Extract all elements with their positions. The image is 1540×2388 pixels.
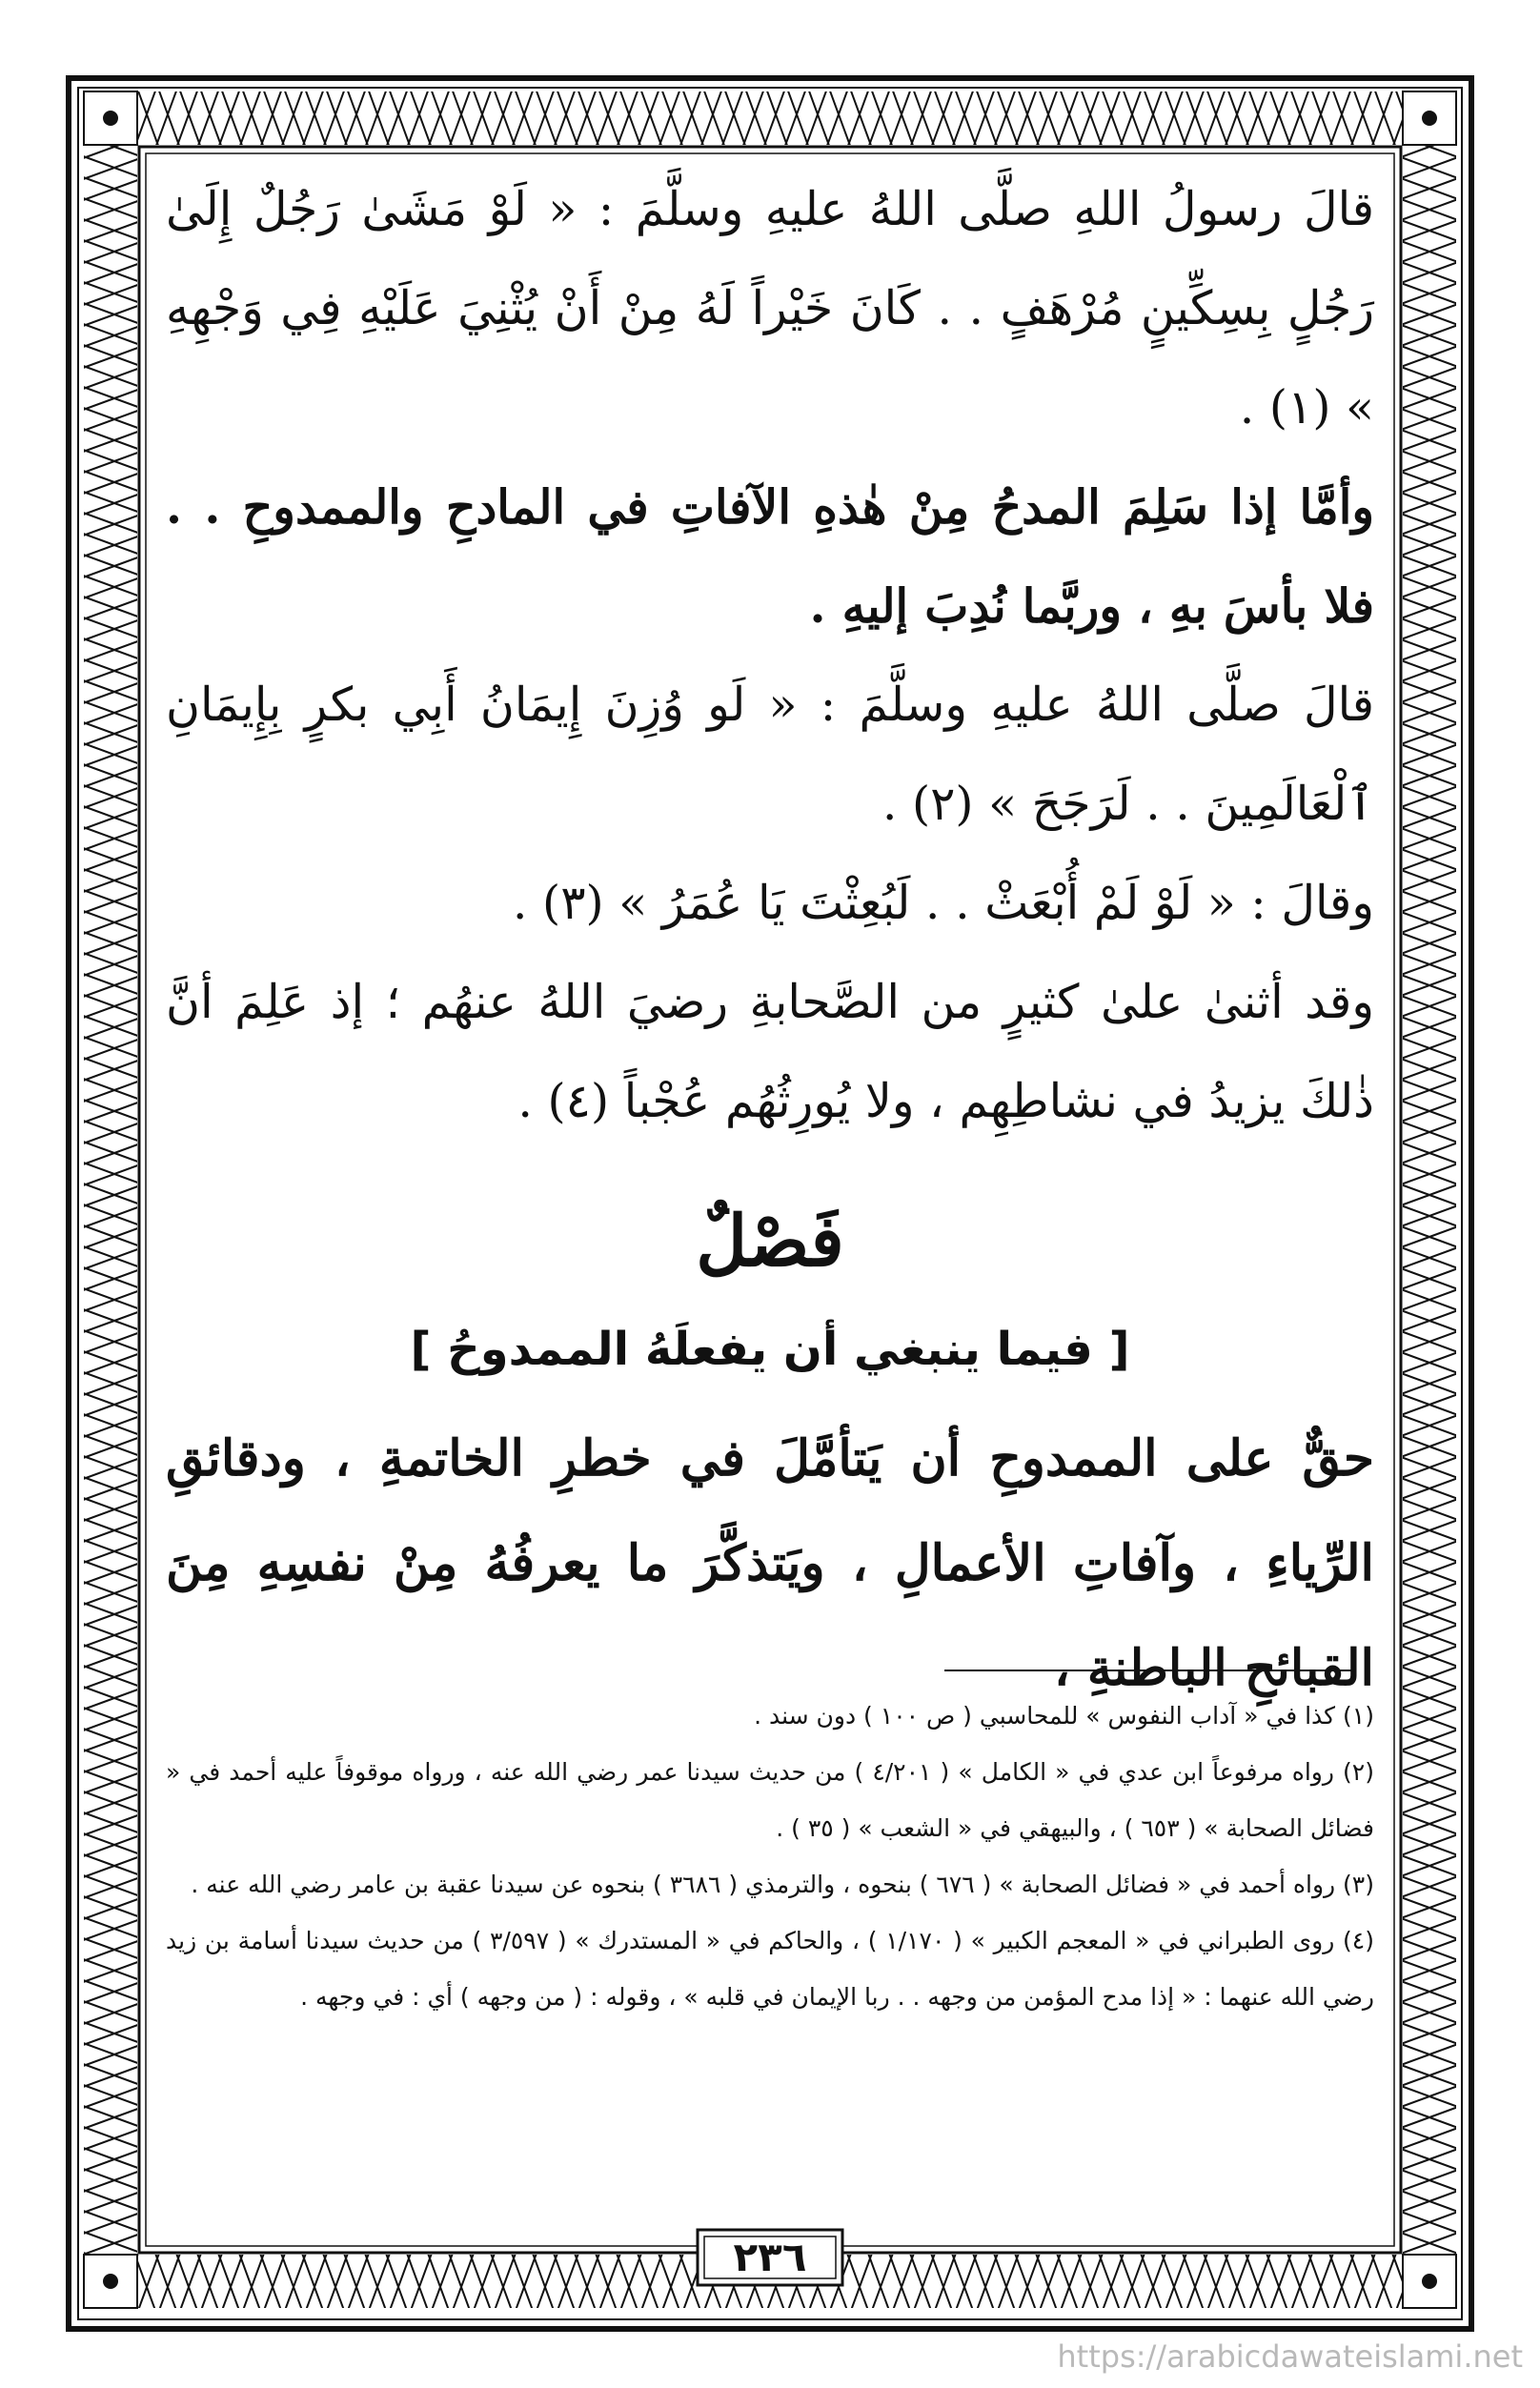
footnote-divider [944, 1670, 1354, 1671]
footnote-2: (٢) رواه مرفوعاً ابن عدي في « الكامل » ( ٤/٢٠١ ) من حديث سيدنا عمر رضي الله عنه ، ورواه موقوفاً عليه أحمد في « فضائل الصحابة » ( ٦٥٣ ) ، والبيهقي في « الشعب » ( ٣٥ ) . [166, 1758, 1374, 1842]
paragraph-hadith-3: وقالَ : « لَوْ لَمْ أُبْعَثْ . . لَبُعِثْتَ يَا عُمَرُ » (٣) . [512, 876, 1374, 930]
watermark: https://arabicdawateislami.net [1057, 2338, 1523, 2375]
section-subtitle: [ فيما ينبغي أن يفعلَهُ الممدوحُ ] [410, 1323, 1130, 1376]
footnote-4: (٤) روى الطبراني في « المعجم الكبير » ( ١/١٧٠ ) ، والحاكم في « المستدرك » ( ٣/٥٩٧ ) من حديث سيدنا أسامة بن زيد رضي الله عنهما : « إذا مدح المؤمن من وجهه . . ربا الإيمان في قلبه » ، وقوله : ( من وجهه ) أي : في وجهه . [166, 1927, 1374, 2011]
footnotes [149, 1688, 1391, 2025]
page-content [149, 147, 1391, 2248]
main-text [149, 147, 1391, 1721]
paragraph-hadith-1: قالَ رسولُ اللهِ صلَّى اللهُ عليهِ وسلَّمَ : « لَوْ مَشَىٰ رَجُلٌ إِلَىٰ رَجُلٍ بِسِكِّينٍ مُرْهَفٍ . . كَانَ خَيْراً لَهُ مِنْ أَنْ يُثْنِيَ عَلَيْهِ فِي وَجْهِهِ » (١) . [166, 182, 1374, 435]
paragraph-hadith-2: قالَ صلَّى اللهُ عليهِ وسلَّمَ : « لَو وُزِنَ إِيمَانُ أَبِي بكرٍ بِإِيمَانِ ٱلْعَالَمِينَ . . لَرَجَحَ » (٢) . [166, 678, 1374, 831]
section-heading: فَصْلٌ [696, 1201, 844, 1283]
section-text: حقٌّ على الممدوحِ أن يَتأمَّلَ في خطرِ الخاتمةِ ، ودقائقِ الرِّياءِ ، وآفاتِ الأعمالِ ، ويَتذكَّرَ ما يعرفُهُ مِنْ نفسِهِ مِنَ القبائحِ الباطنةِ ، [166, 1429, 1374, 1697]
paragraph-praise-condition: وأمَّا إذا سَلِمَ المدحُ مِنْ هٰذهِ الآفاتِ في المادحِ والممدوحِ . . فلا بأسَ بهِ ، وربَّما نُدِبَ إليهِ . [166, 479, 1374, 634]
paragraph-companions: وقد أثنىٰ علىٰ كثيرٍ من الصَّحابةِ رضيَ اللهُ عنهُم ؛ إذ عَلِمَ أنَّ ذٰلكَ يزيدُ في نشاطِهِم ، ولا يُورِثُهُم عُجْباً (٤) . [166, 975, 1374, 1128]
page-number: ٢٣٦ [733, 2234, 807, 2280]
footnote-1: (١) كذا في « آداب النفوس » للمحاسبي ( ص ١٠٠ ) دون سند . [754, 1702, 1374, 1730]
footnote-3: (٣) رواه أحمد في « فضائل الصحابة » ( ٦٧٦ ) بنحوه ، والترمذي ( ٣٦٨٦ ) بنحوه عن سيدنا عقبة بن عامر رضي الله عنه . [191, 1871, 1374, 1898]
